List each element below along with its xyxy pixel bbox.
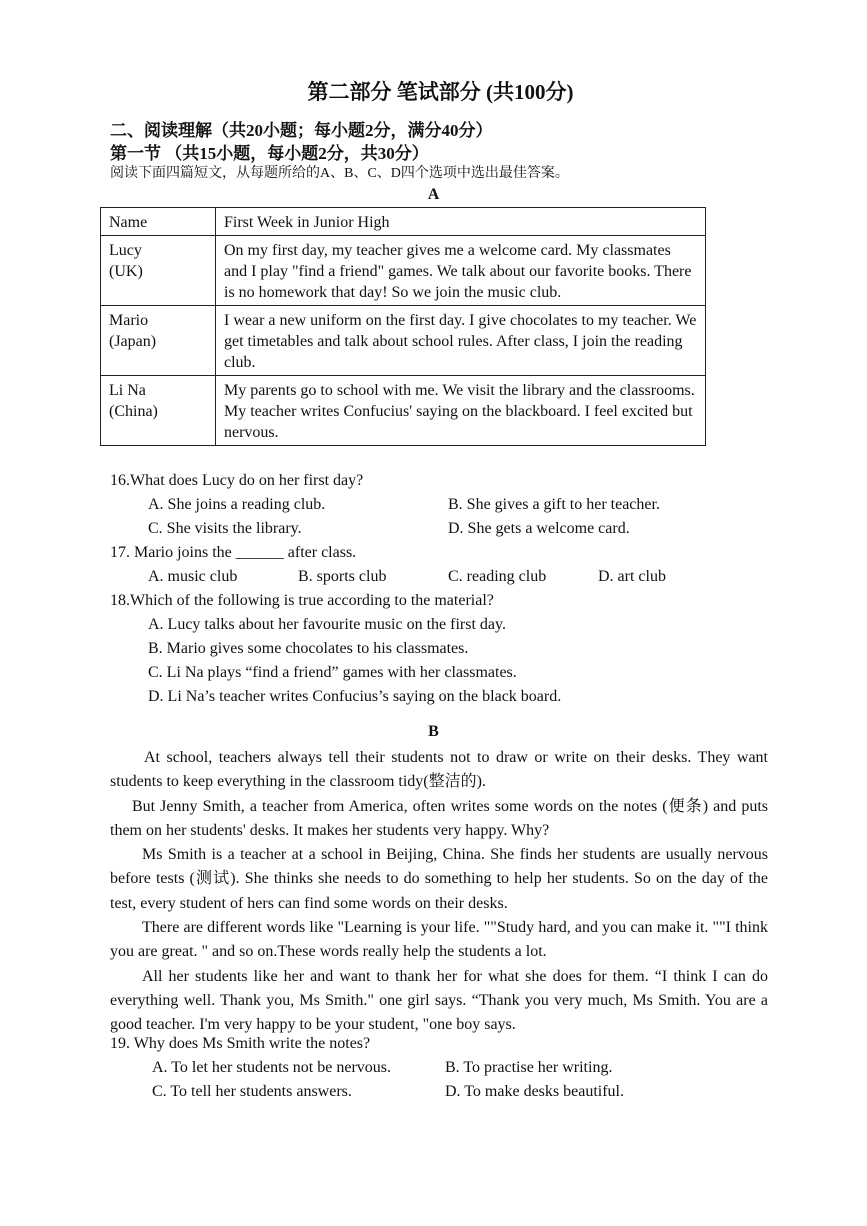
person-text: On my first day, my teacher gives me a welcome card. My classmates and I play "find a friend" games. We talk about our favorite books. There is no homework that day! So we join the music club.	[216, 236, 706, 306]
part-heading: 二、阅读理解（共20小题；每小题2分，满分40分）	[110, 121, 493, 140]
q19-stem: 19. Why does Ms Smith write the notes?	[110, 1035, 371, 1052]
person-name: Mario	[109, 312, 149, 329]
person-name: Lucy	[109, 242, 142, 259]
person-text: I wear a new uniform on the first day. I give chocolates to my teacher. We get timetables and talk about school rules. After class, I join the reading club.	[216, 306, 706, 376]
q19-option-a: A. To let her students not be nervous.	[152, 1059, 391, 1076]
paragraph: Ms Smith is a teacher at a school in Beijing, China. She finds her students are usually nervous before tests (测试). She thinks she needs to do something to help her students. So on the day of the test, every student of hers can find some words on their desks.	[110, 846, 768, 912]
person-country: (UK)	[109, 263, 143, 280]
passage-a-table	[100, 207, 706, 446]
q18-option-d: D. Li Na’s teacher writes Confucius’s saying on the black board.	[148, 688, 562, 705]
q18-stem: 18.Which of the following is true according to the material?	[110, 592, 494, 609]
table-row	[101, 236, 706, 306]
paragraph: All her students like her and want to thank her for what she does for them. “I think I can do everything well. Thank you, Ms Smith." one girl says. “Thank you very much, Ms Smith. You are a good teacher. I'm very happy to be your student, "one boy says.	[110, 967, 768, 1034]
q17-stem: 17. Mario joins the ______ after class.	[110, 544, 357, 561]
q16-option-d: D. She gets a welcome card.	[448, 520, 630, 537]
page-title: 第二部分 笔试部分 (共100分)	[307, 80, 574, 104]
q17-option-d: D. art club	[598, 568, 666, 585]
passage-b-letter: B	[428, 723, 439, 740]
person-cell	[101, 376, 216, 446]
q19-option-c: C. To tell her students answers.	[152, 1083, 352, 1100]
passage-a-letter: A	[427, 186, 440, 203]
instruction-text: 阅读下面四篇短文，从每题所给的A、B、C、D四个选项中选出最佳答案。	[110, 166, 569, 181]
person-country: (Japan)	[109, 333, 157, 350]
table-row	[101, 376, 706, 446]
table-header-row	[101, 208, 706, 236]
q17-option-c: C. reading club	[448, 568, 547, 585]
q18-option-b: B. Mario gives some chocolates to his classmates.	[148, 640, 469, 657]
passage-b-text	[110, 746, 768, 1038]
paragraph: At school, teachers always tell their students not to draw or write on their desks. They want students to keep everything in the classroom tidy(整洁的).	[110, 749, 768, 791]
q17-option-a: A. music club	[148, 568, 238, 585]
q19-option-b: B. To practise her writing.	[445, 1059, 613, 1076]
person-country: (China)	[109, 403, 158, 420]
header-topic: First Week in Junior High	[216, 208, 706, 236]
q16-stem: 16.What does Lucy do on her first day?	[110, 472, 364, 489]
q16-option-c: C. She visits the library.	[148, 520, 302, 537]
q18-option-c: C. Li Na plays “find a friend” games with her classmates.	[148, 664, 517, 681]
person-text: My parents go to school with me. We visit the library and the classrooms. My teacher writes Confucius' saying on the blackboard. I feel excited but nervous.	[216, 376, 706, 446]
header-name: Name	[101, 208, 216, 236]
person-name: Li Na	[109, 382, 146, 399]
q16-option-b: B. She gives a gift to her teacher.	[448, 496, 660, 513]
q19-option-d: D. To make desks beautiful.	[445, 1083, 624, 1100]
section-heading: 第一节 （共15小题，每小题2分，共30分）	[110, 144, 429, 163]
q18-option-a: A. Lucy talks about her favourite music on the first day.	[148, 616, 506, 633]
paragraph: There are different words like "Learning is your life. ""Study hard, and you can make it. ""I think you are great. " and so on.These words really help the students a lot.	[110, 919, 768, 961]
table-row	[101, 306, 706, 376]
paragraph: But Jenny Smith, a teacher from America, often writes some words on the notes (便条) and puts them on her students' desks. It makes her students very happy. Why?	[110, 797, 768, 839]
person-cell	[101, 236, 216, 306]
q16-option-a: A. She joins a reading club.	[148, 496, 326, 513]
person-cell	[101, 306, 216, 376]
q17-option-b: B. sports club	[298, 568, 387, 585]
